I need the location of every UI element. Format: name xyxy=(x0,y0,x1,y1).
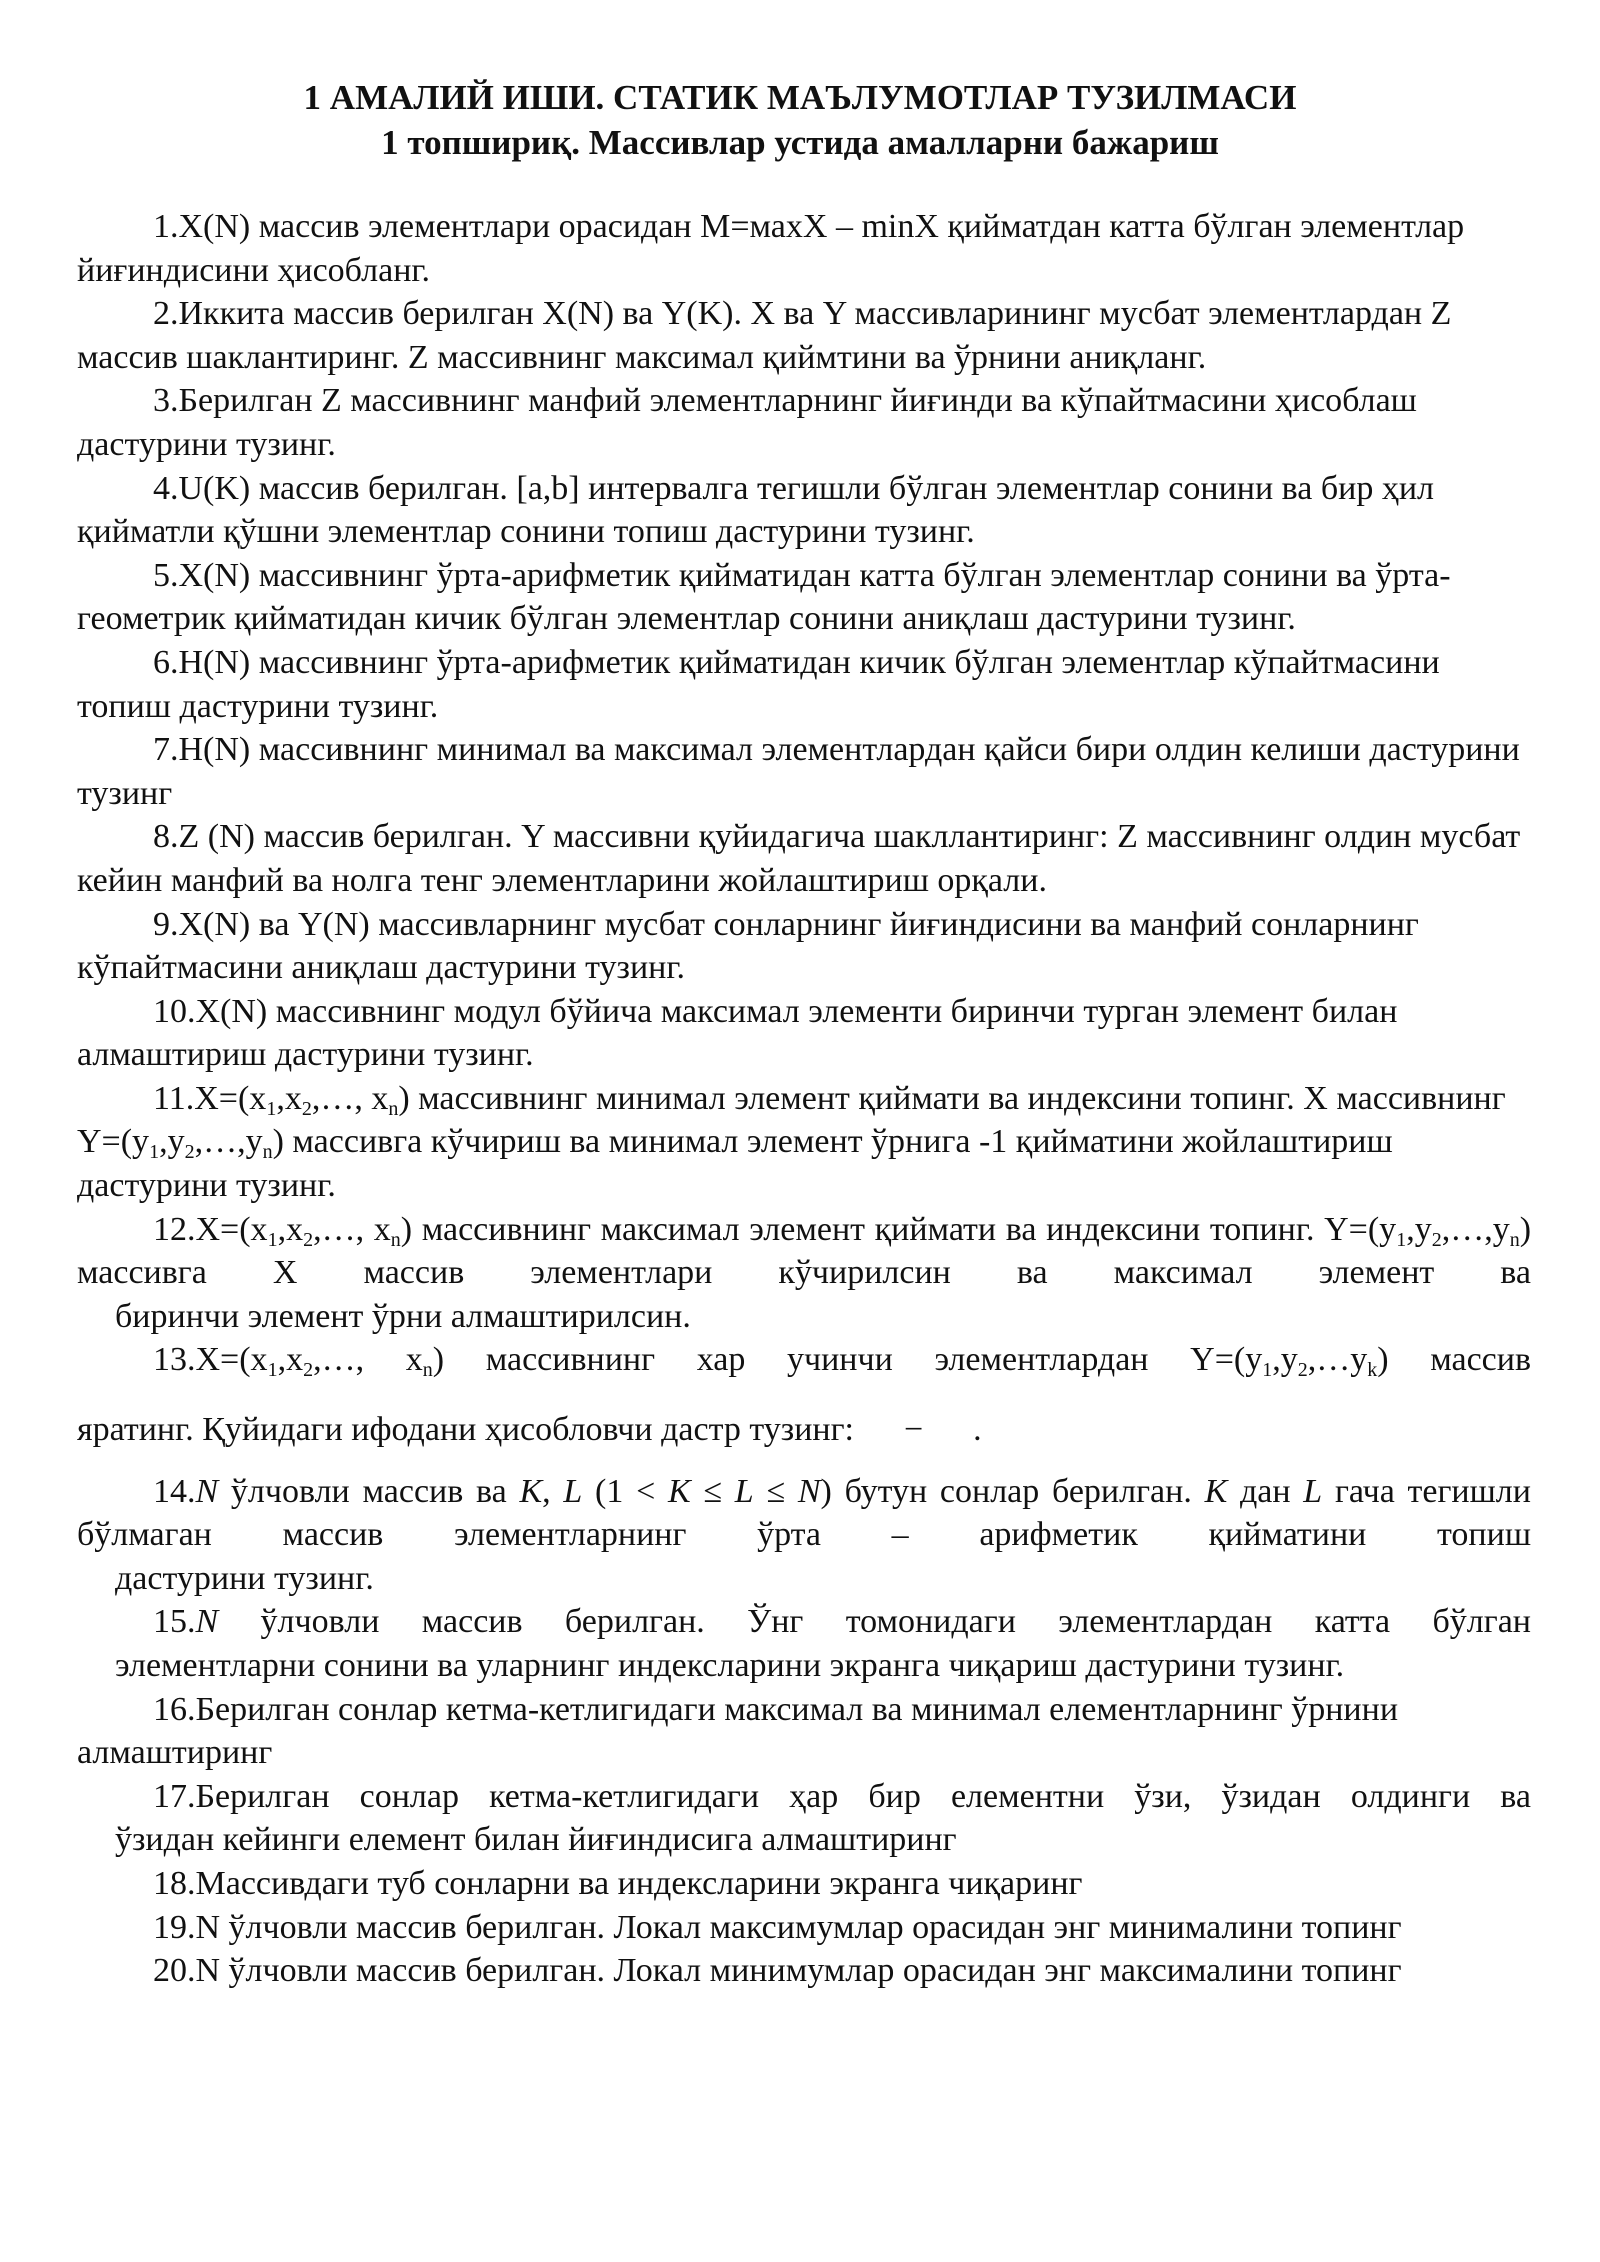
task-item-5 xyxy=(77,554,1531,641)
task-text: N ўлчовли массив берилган. Локал максимумлар орасидан энг минималини топинг xyxy=(195,1908,1402,1946)
task-number: 12. xyxy=(153,1210,196,1248)
subscript: 2 xyxy=(1431,1228,1442,1251)
subscript: 1 xyxy=(1396,1228,1407,1251)
formula-period: . xyxy=(973,1411,982,1449)
formula-text: ,…, x xyxy=(313,1341,423,1379)
subscript: k xyxy=(1367,1359,1378,1382)
task-text: X(N) массивнинг ўрта-арифметик қийматидан катта бўлган элементлар сонини ва ўрта-геометрик қийматидан кичик бўлган элементлар сонини аниқлаш дастурини тузинг. xyxy=(77,556,1451,638)
formula-text: X=(x xyxy=(195,1210,268,1248)
subscript: 1 xyxy=(1262,1359,1273,1382)
task-number: 20. xyxy=(153,1952,196,1990)
task-text: X(N) массивнинг модул бўйича максимал элементи биринчи турган элемент билан алмаштириш дастурини тузинг. xyxy=(77,992,1398,1074)
math-var: N xyxy=(195,1603,219,1641)
task-item-19 xyxy=(77,1906,1531,1950)
task-text: дан xyxy=(1227,1472,1304,1510)
formula-text: ,x xyxy=(277,1210,304,1248)
task-text: ) массивнинг максимал элемент қиймати ва индексини топинг. Y=(y xyxy=(400,1210,1397,1248)
task-number: 2. xyxy=(153,295,179,333)
page-title: 1 АМАЛИЙ ИШИ. СТАТИК МАЪЛУМОТЛАР ТУЗИЛМАСИ xyxy=(303,78,1297,117)
task-text: (1 < xyxy=(582,1472,668,1510)
task-item-16 xyxy=(77,1688,1531,1775)
task-text: ) массивга кўчириш ва минимал элемент ўрнига -1 қийматини жойлаштириш дастурини тузинг. xyxy=(77,1123,1393,1205)
task-item-6 xyxy=(77,641,1531,728)
math-var: N xyxy=(797,1472,821,1510)
task-item-14 xyxy=(77,1470,1531,1601)
task-number: 11. xyxy=(153,1079,195,1117)
task-item-4 xyxy=(77,467,1531,554)
task-text: H(N) массивнинг минимал ва максимал элементлардан қайси бири олдин келиши дастурини тузинг xyxy=(77,731,1520,812)
formula-text: ,…y xyxy=(1307,1341,1368,1379)
task-text: , xyxy=(542,1472,564,1510)
subscript: n xyxy=(388,1097,399,1120)
task-text: ≤ xyxy=(753,1472,798,1510)
math-var: N xyxy=(195,1472,219,1510)
task-item-15 xyxy=(77,1600,1531,1687)
task-number: 18. xyxy=(153,1864,196,1902)
task-text: N ўлчовли массив берилган. Локал минимумлар орасидан энг максималини топинг xyxy=(195,1952,1402,1990)
task-text: U(K) массив берилган. [a,b] интервалга тегишли бўлган элементлар сонини ва бир ҳил қийматли қўшни элементлар сонини топиш дастурини тузинг. xyxy=(77,469,1435,551)
subscript: 2 xyxy=(303,1228,314,1251)
task-item-18 xyxy=(77,1862,1531,1906)
task-number: 19. xyxy=(153,1908,196,1946)
page-subtitle: 1 топшириқ. Массивлар устида амалларни бажариш xyxy=(381,123,1219,162)
subscript: 1 xyxy=(149,1141,160,1164)
task-number: 17. xyxy=(153,1777,196,1815)
task-number: 7. xyxy=(153,731,179,769)
task-item-8 xyxy=(77,815,1531,902)
formula-text: X=(x xyxy=(194,1079,267,1117)
formula-text: ,…,y xyxy=(194,1123,263,1161)
task-number: 13. xyxy=(153,1341,196,1379)
formula-text: ,…,y xyxy=(1441,1210,1510,1248)
subscript: n xyxy=(262,1141,273,1164)
task-text: Z (N) массив берилган. Y массивни қуйидагича шакллантиринг: Z массивнинг олдин мусбат кейин манфий ва нолга тенг элементларини жойлаштириш орқали. xyxy=(77,818,1521,899)
task-text-last-line: биринчи элемент ўрни алмаштирилсин. xyxy=(115,1297,691,1335)
task-text: ) массивнинг хар учинчи элементлардан Y=(y xyxy=(432,1341,1263,1379)
task-number: 4. xyxy=(153,469,179,507)
task-text: Массивдаги туб сонларни ва индексларини экранга чиқаринг xyxy=(195,1864,1083,1902)
task-item-13 xyxy=(77,1338,1531,1451)
task-number: 1. xyxy=(153,208,179,245)
subscript: n xyxy=(390,1228,401,1251)
task-text: X(N) ва Y(N) массивларнинг мусбат сонларнинг йиғиндисини ва манфий сонларнинг кўпайтмасини аниқлаш дастурини тузинг. xyxy=(77,905,1419,987)
math-var: K xyxy=(1204,1472,1228,1510)
subscript: n xyxy=(422,1359,433,1382)
math-var: L xyxy=(1303,1472,1323,1510)
subscript: 1 xyxy=(267,1228,278,1251)
task-number: 6. xyxy=(153,643,179,681)
task-text-last-line xyxy=(77,1408,1531,1452)
task-number: 5. xyxy=(153,556,179,594)
task-item-1 xyxy=(77,205,1531,292)
task-text: Берилган Z массивнинг манфий элементларнинг йиғинди ва кўпайтмасини ҳисоблаш дастурини тузинг. xyxy=(77,382,1417,463)
formula-text: ,…, x xyxy=(311,1079,389,1117)
formula-minus: − xyxy=(903,1411,924,1449)
task-number: 9. xyxy=(153,905,179,943)
formula-text: ,x xyxy=(277,1341,304,1379)
task-text-last-line: ўзидан кейинги елемент билан йиғиндисига алмаштиринг xyxy=(115,1821,957,1859)
task-item-12 xyxy=(77,1208,1531,1339)
task-text: Иккита массив берилган X(N) ва Y(K). X ва Y массивларининг мусбат элементлардан Z массив шаклантиринг. Z массивнинг максимал қиймтини ва ўрнини аниқланг. xyxy=(77,295,1452,376)
task-text: Берилган сонлар кетма-кетлигидаги ҳар бир елементни ўзи, ўзидан олдинги ва xyxy=(195,1777,1531,1815)
formula-text: ,x xyxy=(276,1079,302,1117)
task-number: 8. xyxy=(153,818,179,856)
task-item-3 xyxy=(77,379,1531,466)
task-text: ўлчовли массив берилган. Ўнг томонидаги элементлардан катта бўлган xyxy=(218,1603,1531,1641)
formula-text: ,y xyxy=(1272,1341,1298,1379)
task-item-7 xyxy=(77,728,1531,815)
task-item-9 xyxy=(77,903,1531,990)
task-text: гача тегишли бўлмаган массив элементларнинг ўрта – арифметик қийматини топиш xyxy=(77,1472,1531,1554)
task-item-2 xyxy=(77,292,1531,379)
task-text: ) массивнинг минимал элемент қиймати ва индексини топинг. X массивнинг Y=(y xyxy=(77,1079,1506,1161)
task-number: 10. xyxy=(153,992,196,1030)
task-item-17 xyxy=(77,1775,1531,1862)
math-var: L xyxy=(734,1472,754,1510)
task-item-10 xyxy=(77,990,1531,1077)
formula-text: ,…, x xyxy=(313,1210,391,1248)
task-text: ўлчовли массив ва xyxy=(218,1472,520,1510)
formula-text: ,y xyxy=(1406,1210,1432,1248)
task-number: 3. xyxy=(153,382,179,420)
task-text: яратинг. Қуйидаги ифодани ҳисобловчи дастр тузинг: xyxy=(77,1411,854,1449)
task-text-last-line: дастурини тузинг. xyxy=(115,1559,374,1597)
task-number: 14. xyxy=(153,1472,196,1510)
task-number: 15. xyxy=(153,1603,196,1641)
task-text: ) массив xyxy=(1377,1341,1532,1379)
formula-text: ,y xyxy=(159,1123,185,1161)
subscript: 1 xyxy=(266,1097,277,1120)
math-var: K xyxy=(667,1472,691,1510)
task-text: H(N) массивнинг ўрта-арифметик қийматидан кичик бўлган элементлар кўпайтмасини топиш дастурини тузинг. xyxy=(77,643,1440,725)
subscript: 2 xyxy=(301,1097,312,1120)
subscript: 2 xyxy=(184,1141,195,1164)
formula-text: X=(x xyxy=(195,1341,268,1379)
task-text: ) бутун сонлар берилган. xyxy=(820,1472,1205,1510)
task-item-11 xyxy=(77,1077,1531,1208)
task-text: Берилган сонлар кетма-кетлигидаги максимал ва минимал елементларнинг ўрнини алмаштиринг xyxy=(77,1690,1399,1772)
subscript: 2 xyxy=(303,1359,314,1382)
task-text: ) массивга X массив элементлари кўчирилсин ва максимал элемент ва xyxy=(77,1210,1532,1292)
task-text-last-line: элементларни сонини ва уларнинг индексларини экранга чиқариш дастурини тузинг. xyxy=(115,1647,1345,1684)
math-var: K xyxy=(519,1472,543,1510)
subscript: n xyxy=(1509,1228,1520,1251)
task-item-20 xyxy=(77,1949,1531,1993)
subscript: 2 xyxy=(1297,1359,1308,1382)
subscript: 1 xyxy=(267,1359,278,1382)
task-list xyxy=(77,205,1531,1993)
math-var: L xyxy=(563,1472,583,1510)
task-text: ≤ xyxy=(690,1472,735,1510)
task-number: 16. xyxy=(153,1690,196,1728)
task-text: X(N) массив элементлари орасидан M=махX – minX қийматдан катта бўлган элементлар йиғиндисини ҳисобланг. xyxy=(77,208,1465,289)
